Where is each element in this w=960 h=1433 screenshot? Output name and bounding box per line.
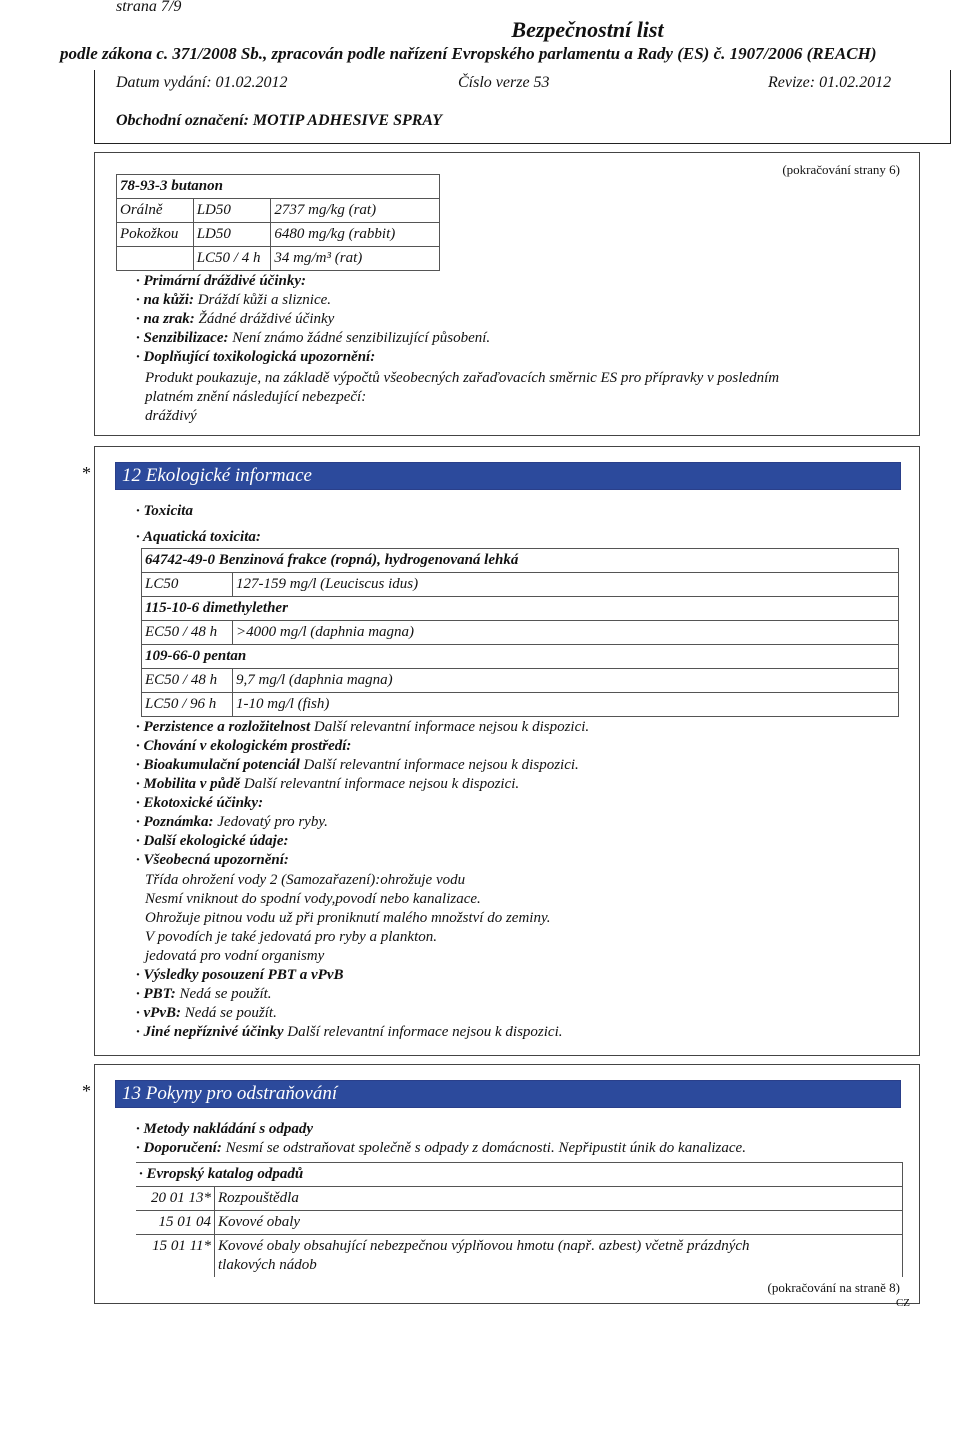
additional-tox-text-2: platném znění následující nebezpečí: (145, 389, 367, 405)
section-12-heading: 12 Ekologické informace (115, 462, 901, 490)
additional-tox-text-1: Produkt poukazuje, na základě výpočtů všeobecných zařaďovacích směrnic ES pro přípravky v posledním (145, 370, 780, 386)
general-note-line: Ohrožuje pitnou vodu už při proniknutí malého množství do zeminy. (145, 910, 551, 926)
waste-catalog-table (136, 1162, 903, 1277)
table-row: LC50 127-159 mg/l (Leuciscus idus) (142, 573, 899, 597)
table-row: LC50 / 96 h 1-10 mg/l (fish) (142, 693, 899, 717)
page-number: strana 7/9 (116, 0, 182, 15)
table-row: Pokožkou LD50 6480 mg/kg (rabbit) (117, 223, 440, 247)
skin-effect: · na kůži: Dráždí kůži a sliznice. (136, 292, 332, 308)
continued-from-note: (pokračování strany 6) (782, 162, 900, 177)
table-row: LC50 / 4 h 34 mg/m³ (rat) (117, 247, 440, 271)
general-notes-heading: · Všeobecná upozornění: (136, 852, 289, 868)
substance-name: 109-66-0 pentan (142, 645, 899, 669)
persistence: · Perzistence a rozložitelnost Další relevantní informace nejsou k dispozici. (136, 719, 590, 735)
table-row: 15 01 11* Kovové obaly obsahující nebezpečnou výplňovou hmotu (např. azbest) včetně prázdných tlakových nádob (136, 1235, 903, 1278)
sensitisation: · Senzibilizace: Není známo žádné senzibilizující působení. (136, 330, 491, 346)
general-note-line: Nesmí vniknout do spodní vody,povodí nebo kanalizace. (145, 891, 481, 907)
version-number: Číslo verze 53 (458, 74, 550, 91)
vpvb-result: · vPvB: Nedá se použít. (136, 1005, 277, 1021)
table-row: 20 01 13* Rozpouštědla (136, 1187, 903, 1211)
primary-irritant-heading: · Primární dráždivé účinky: (136, 273, 307, 289)
other-eco-heading: · Další ekologické údaje: (136, 833, 289, 849)
pbt-result: · PBT: Nedá se použít. (136, 986, 272, 1002)
toxicity-heading: · Toxicita (136, 503, 193, 519)
aquatic-toxicity-table (141, 548, 899, 717)
revision-date: Revize: 01.02.2012 (768, 74, 892, 91)
bioaccumulation: · Bioakumulační potenciál Další relevantní informace nejsou k dispozici. (136, 757, 579, 773)
behaviour-heading: · Chování v ekologickém prostředí: (136, 738, 352, 754)
disposal-recommendation: · Doporučení: Nesmí se odstraňovat společně s odpady z domácnosti. Nepřipustit únik do kanalizace. (136, 1140, 746, 1156)
table-row: 15 01 04 Kovové obaly (136, 1211, 903, 1235)
pbt-results-heading: · Výsledky posouzení PBT a vPvB (136, 967, 344, 983)
soil-mobility: · Mobilita v půdě Další relevantní informace nejsou k dispozici. (136, 776, 520, 792)
waste-methods-heading: · Metody nakládání s odpady (136, 1121, 314, 1137)
ecotox-heading: · Ekotoxické účinky: (136, 795, 264, 811)
table-row: Orálně LD50 2737 mg/kg (rat) (117, 199, 440, 223)
butanon-toxicity-table (116, 174, 440, 271)
additional-tox-heading: · Doplňující toxikologická upozornění: (136, 349, 376, 365)
general-note-line: Třída ohrožení vody 2 (Samozařazení):ohrožuje vodu (145, 872, 466, 888)
header-frame (94, 70, 951, 144)
changed-marker: * (82, 1081, 91, 1101)
substance-name: 64742-49-0 Benzinová frakce (ropná), hydrogenovaná lehká (142, 549, 899, 573)
trade-name: Obchodní označení: MOTIP ADHESIVE SPRAY (116, 112, 442, 129)
aquatic-toxicity-heading: · Aquatická toxicita: (136, 529, 261, 545)
changed-marker: * (82, 463, 91, 483)
table-row: EC50 / 48 h >4000 mg/l (daphnia magna) (142, 621, 899, 645)
general-note-line: V povodích je také jedovatá pro ryby a plankton. (145, 929, 438, 945)
table-row: EC50 / 48 h 9,7 mg/l (daphnia magna) (142, 669, 899, 693)
issue-date: Datum vydání: 01.02.2012 (116, 74, 288, 91)
section-13-heading: 13 Pokyny pro odstraňování (115, 1080, 901, 1108)
continued-on-note: (pokračování na straně 8) (767, 1280, 900, 1295)
eye-effect: · na zrak: Žádné dráždivé účinky (136, 311, 335, 327)
substance-name: 78-93-3 butanon (117, 175, 440, 199)
substance-name: 115-10-6 dimethylether (142, 597, 899, 621)
general-note-line: jedovatá pro vodní organismy (145, 948, 325, 964)
eco-note: · Poznámka: Jedovatý pro ryby. (136, 814, 328, 830)
additional-tox-text-3: dráždivý (145, 408, 197, 424)
waste-catalog-heading: · Evropský katalog odpadů (136, 1163, 903, 1187)
other-adverse-effects: · Jiné nepříznivé účinky Další relevantní informace nejsou k dispozici. (136, 1024, 563, 1040)
document-title: Bezpečnostní list (511, 17, 664, 42)
language-code: CZ (895, 1297, 910, 1309)
regulation-line: podle zákona c. 371/2008 Sb., zpracován podle nařízení Evropského parlamentu a Rady (ES) č. 1907/2006 (REACH) (60, 44, 877, 63)
